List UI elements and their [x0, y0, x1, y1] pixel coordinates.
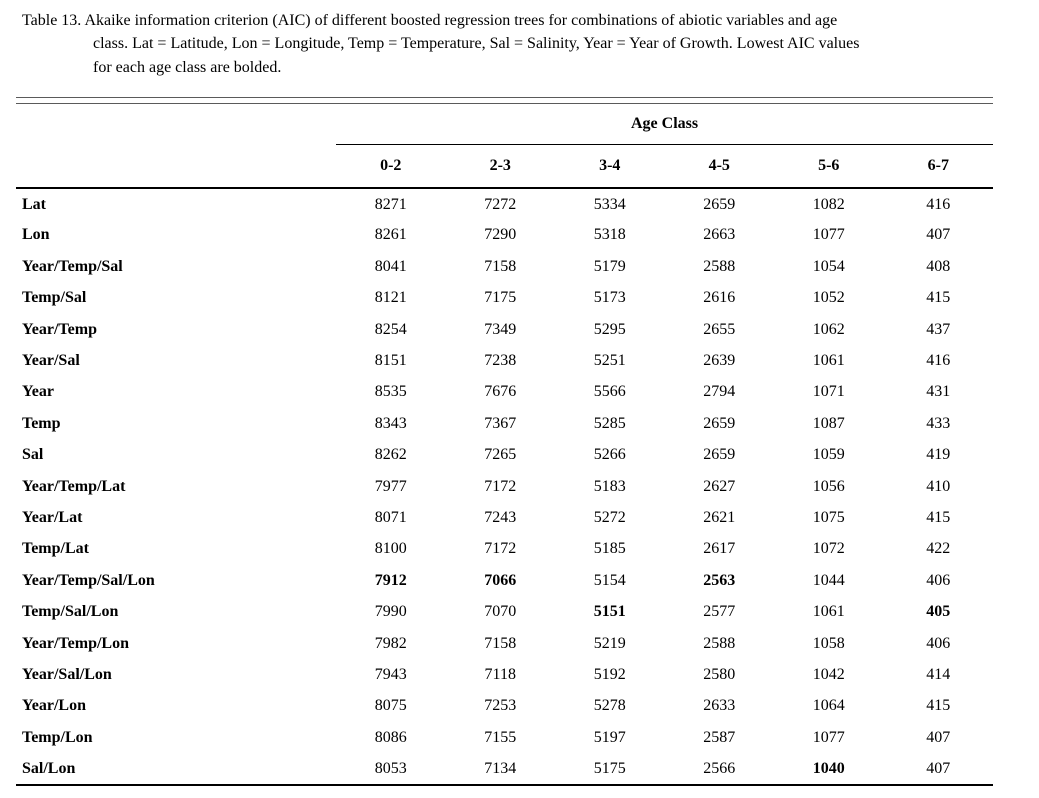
aic-value: 5251 [593, 352, 626, 370]
aic-value: 8262 [374, 446, 407, 464]
aic-value: 2580 [703, 665, 736, 683]
row-label: Lon [22, 226, 50, 244]
row-label: Temp/Lat [22, 540, 89, 558]
row-label: Year/Lon [22, 697, 86, 715]
aic-value: 1062 [812, 320, 845, 338]
aic-value: 7158 [484, 634, 517, 652]
aic-value: 414 [926, 665, 951, 683]
aic-value: 8053 [374, 759, 407, 777]
table-row [16, 188, 993, 219]
aic-value: 7977 [374, 477, 407, 495]
aic-value: 5154 [593, 571, 626, 589]
table-row [16, 314, 993, 345]
table-row [16, 565, 993, 596]
aic-value: 8254 [374, 320, 407, 338]
table-header [16, 104, 993, 189]
table-caption [22, 9, 997, 79]
table-row [16, 220, 993, 251]
aic-value: 2617 [703, 540, 736, 558]
aic-value: 5334 [593, 195, 626, 213]
aic-value: 2655 [703, 320, 736, 338]
aic-value: 2659 [703, 414, 736, 432]
aic-value: 5183 [593, 477, 626, 495]
stub-cell [16, 104, 336, 145]
row-label: Year/Lat [22, 508, 83, 526]
aic-value: 416 [926, 352, 951, 370]
aic-value: 5197 [593, 728, 626, 746]
table-body [16, 188, 993, 784]
table-row [16, 440, 993, 471]
table-row [16, 628, 993, 659]
table-row [16, 722, 993, 753]
aic-value: 7290 [484, 226, 517, 244]
row-label: Sal [22, 446, 44, 464]
table-row [16, 596, 993, 627]
aic-value: 437 [926, 320, 951, 338]
aic-value: 1087 [812, 414, 845, 432]
row-label: Temp/Lon [22, 728, 93, 746]
table-caption-label: Table 13. [22, 12, 82, 29]
aic-value: 2663 [703, 226, 736, 244]
aic-value: 415 [926, 697, 951, 715]
aic-value: 8271 [374, 195, 407, 213]
aic-value: 1061 [812, 603, 845, 621]
table-row [16, 251, 993, 282]
aic-value: 5219 [593, 634, 626, 652]
aic-value: 7265 [484, 446, 517, 464]
row-label: Year/Sal [22, 352, 80, 370]
aic-value: 8041 [374, 257, 407, 275]
caption-line-2: class. Lat = Latitude, Lon = Longitude, Temp = Temperature, Sal = Salinity, Year = Year of Growth. Lowest AIC values [93, 35, 860, 53]
aic-value: 5295 [593, 320, 626, 338]
aic-value: 7066 [484, 571, 517, 589]
aic-value: 7070 [484, 603, 517, 621]
aic-value: 8075 [374, 697, 407, 715]
aic-value: 1052 [812, 289, 845, 307]
aic-value: 7912 [374, 571, 407, 589]
aic-value: 5566 [593, 383, 626, 401]
column-header: 3-4 [555, 145, 665, 189]
aic-value: 2616 [703, 289, 736, 307]
aic-value: 416 [926, 195, 951, 213]
aic-value: 410 [926, 477, 951, 495]
aic-value: 7172 [484, 540, 517, 558]
aic-value: 7172 [484, 477, 517, 495]
aic-value: 2587 [703, 728, 736, 746]
aic-value: 7943 [374, 665, 407, 683]
group-header-row [16, 104, 993, 145]
aic-value: 2566 [703, 759, 736, 777]
aic-value: 1040 [812, 759, 845, 777]
aic-value: 1077 [812, 226, 845, 244]
aic-value: 8343 [374, 414, 407, 432]
stub-cell [16, 145, 336, 189]
aic-value: 7367 [484, 414, 517, 432]
aic-value: 7243 [484, 508, 517, 526]
age-class-group-header: Age Class [336, 104, 993, 145]
table-row [16, 502, 993, 533]
aic-value: 2794 [703, 383, 736, 401]
aic-value: 7272 [484, 195, 517, 213]
column-header: 5-6 [774, 145, 884, 189]
row-label: Year [22, 383, 54, 401]
row-label: Year/Temp/Lon [22, 634, 129, 652]
row-label: Temp/Sal [22, 289, 87, 307]
column-header: 6-7 [884, 145, 994, 189]
aic-value: 407 [926, 728, 951, 746]
row-label: Sal/Lon [22, 759, 76, 777]
aic-value: 2639 [703, 352, 736, 370]
row-label: Year/Temp/Sal [22, 257, 123, 275]
aic-value: 1042 [812, 665, 845, 683]
aic-value: 1064 [812, 697, 845, 715]
aic-value: 1075 [812, 508, 845, 526]
aic-value: 5266 [593, 446, 626, 464]
aic-value: 5173 [593, 289, 626, 307]
aic-value: 5179 [593, 257, 626, 275]
caption-line-3: for each age class are bolded. [93, 58, 282, 76]
aic-value: 7118 [484, 665, 516, 683]
table-row [16, 283, 993, 314]
aic-value: 7349 [484, 320, 517, 338]
aic-value: 2621 [703, 508, 736, 526]
aic-value: 406 [926, 571, 951, 589]
aic-value: 5175 [593, 759, 626, 777]
row-label: Year/Temp/Sal/Lon [22, 571, 155, 589]
row-label: Temp [22, 414, 61, 432]
aic-value: 2627 [703, 477, 736, 495]
aic-value: 5192 [593, 665, 626, 683]
aic-value: 7238 [484, 352, 517, 370]
aic-value: 2633 [703, 697, 736, 715]
column-header: 2-3 [446, 145, 556, 189]
table-row [16, 408, 993, 439]
aic-value: 1056 [812, 477, 845, 495]
aic-value: 419 [926, 446, 951, 464]
aic-value: 7253 [484, 697, 517, 715]
table-row [16, 534, 993, 565]
aic-value: 7175 [484, 289, 517, 307]
aic-value: 1077 [812, 728, 845, 746]
aic-value: 5278 [593, 697, 626, 715]
row-label: Temp/Sal/Lon [22, 603, 119, 621]
caption-line-1 [22, 9, 997, 32]
aic-value: 2588 [703, 634, 736, 652]
aic-value: 8151 [374, 352, 407, 370]
aic-value: 1082 [812, 195, 845, 213]
table-row [16, 691, 993, 722]
row-label: Year/Temp/Lat [22, 477, 126, 495]
aic-value: 7134 [484, 759, 517, 777]
aic-value: 8261 [374, 226, 407, 244]
row-label: Lat [22, 195, 46, 213]
aic-value: 2577 [703, 603, 736, 621]
aic-value: 1072 [812, 540, 845, 558]
row-label: Year/Temp [22, 320, 97, 338]
aic-value: 2659 [703, 446, 736, 464]
table-caption-text: Akaike information criterion (AIC) of different boosted regression trees for combinations of abiotic variables and age [84, 12, 838, 29]
aic-value: 8086 [374, 728, 407, 746]
table-row [16, 377, 993, 408]
aic-value: 405 [926, 603, 951, 621]
aic-value: 407 [926, 226, 951, 244]
aic-value: 7982 [374, 634, 407, 652]
aic-value: 415 [926, 508, 951, 526]
aic-value: 406 [926, 634, 951, 652]
table-row [16, 471, 993, 502]
aic-value: 2659 [703, 195, 736, 213]
table-top-rule [16, 97, 993, 104]
aic-value: 8121 [374, 289, 407, 307]
aic-value: 5285 [593, 414, 626, 432]
aic-value: 2563 [703, 571, 736, 589]
aic-value: 5318 [593, 226, 626, 244]
table-row [16, 753, 993, 784]
aic-value: 8535 [374, 383, 407, 401]
aic-value: 431 [926, 383, 951, 401]
column-header: 4-5 [665, 145, 775, 189]
aic-value: 5185 [593, 540, 626, 558]
aic-value: 7155 [484, 728, 517, 746]
aic-value: 8100 [374, 540, 407, 558]
aic-value: 408 [926, 257, 951, 275]
aic-value: 1058 [812, 634, 845, 652]
aic-value: 1044 [812, 571, 845, 589]
aic-value: 7676 [484, 383, 517, 401]
aic-value: 407 [926, 759, 951, 777]
aic-value: 433 [926, 414, 951, 432]
aic-value: 422 [926, 540, 951, 558]
table-row [16, 659, 993, 690]
aic-value: 1059 [812, 446, 845, 464]
table-row [16, 345, 993, 376]
aic-value: 5151 [593, 603, 626, 621]
aic-table [16, 104, 993, 786]
aic-value: 1071 [812, 383, 845, 401]
aic-value: 5272 [593, 508, 626, 526]
aic-value: 2588 [703, 257, 736, 275]
column-header-row [16, 145, 993, 189]
row-label: Year/Sal/Lon [22, 665, 112, 683]
aic-value: 415 [926, 289, 951, 307]
aic-value: 1054 [812, 257, 845, 275]
column-header: 0-2 [336, 145, 446, 189]
aic-value: 1061 [812, 352, 845, 370]
aic-value: 7158 [484, 257, 517, 275]
aic-value: 8071 [374, 508, 407, 526]
aic-value: 7990 [374, 603, 407, 621]
